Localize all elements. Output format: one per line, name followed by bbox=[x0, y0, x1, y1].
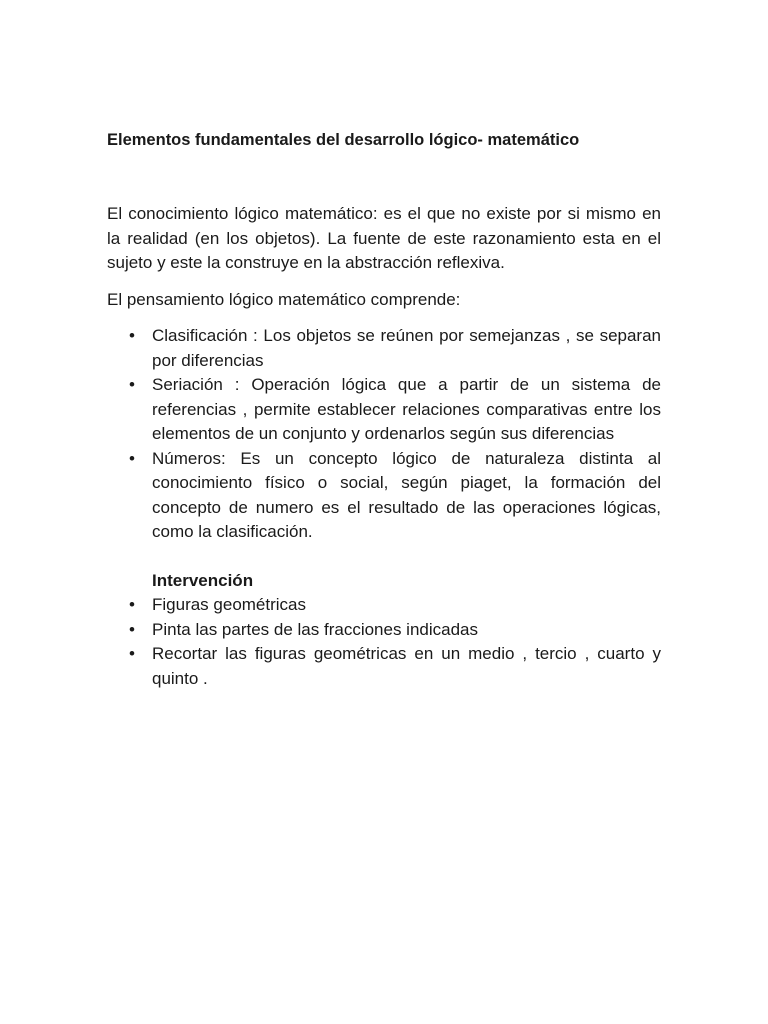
list-item-text: Recortar las figuras geométricas en un medio , tercio , cuarto y quinto . bbox=[152, 644, 661, 688]
list-item-text: Clasificación : Los objetos se reúnen por semejanzas , se separan por diferencias bbox=[152, 326, 661, 370]
list-item bbox=[107, 324, 661, 373]
list-item bbox=[107, 373, 661, 447]
paragraph-intro: El pensamiento lógico matemático comprende: bbox=[107, 289, 461, 309]
bullet-icon: • bbox=[129, 644, 135, 663]
interventions-list bbox=[107, 593, 661, 691]
document-page bbox=[107, 128, 661, 691]
bullet-icon: • bbox=[129, 619, 135, 639]
intervention-heading: Intervención bbox=[152, 570, 254, 590]
bullet-icon: • bbox=[129, 595, 135, 614]
list-item-text: Pinta las partes de las fracciones indicadas bbox=[152, 619, 479, 639]
list-item bbox=[107, 593, 661, 618]
list-item-text: Seriación : Operación lógica que a partir de un sistema de referencias , permite establecer relaciones comparativas entre los elementos de un conjunto y ordenarlos según sus diferencias bbox=[152, 375, 661, 443]
concepts-list bbox=[107, 324, 661, 545]
list-item bbox=[107, 447, 661, 545]
bullet-icon: • bbox=[129, 326, 135, 345]
bullet-icon: • bbox=[129, 448, 135, 468]
bullet-icon: • bbox=[129, 375, 135, 394]
list-item bbox=[107, 642, 661, 691]
list-item-text: Números: Es un concepto lógico de naturaleza distinta al conocimiento físico o social, según piaget, la formación del concepto de numero es el resultado de las operaciones lógicas, como la clasificación. bbox=[152, 448, 661, 541]
list-item bbox=[107, 618, 661, 643]
paragraph-definition: El conocimiento lógico matemático: es el que no existe por si mismo en la realidad (en los objetos). La fuente de este razonamiento esta en el sujeto y este la construye en la abstracción reflexiva. bbox=[107, 204, 661, 272]
list-item-text: Figuras geométricas bbox=[152, 595, 307, 614]
document-title: Elementos fundamentales del desarrollo lógico- matemático bbox=[107, 131, 580, 149]
